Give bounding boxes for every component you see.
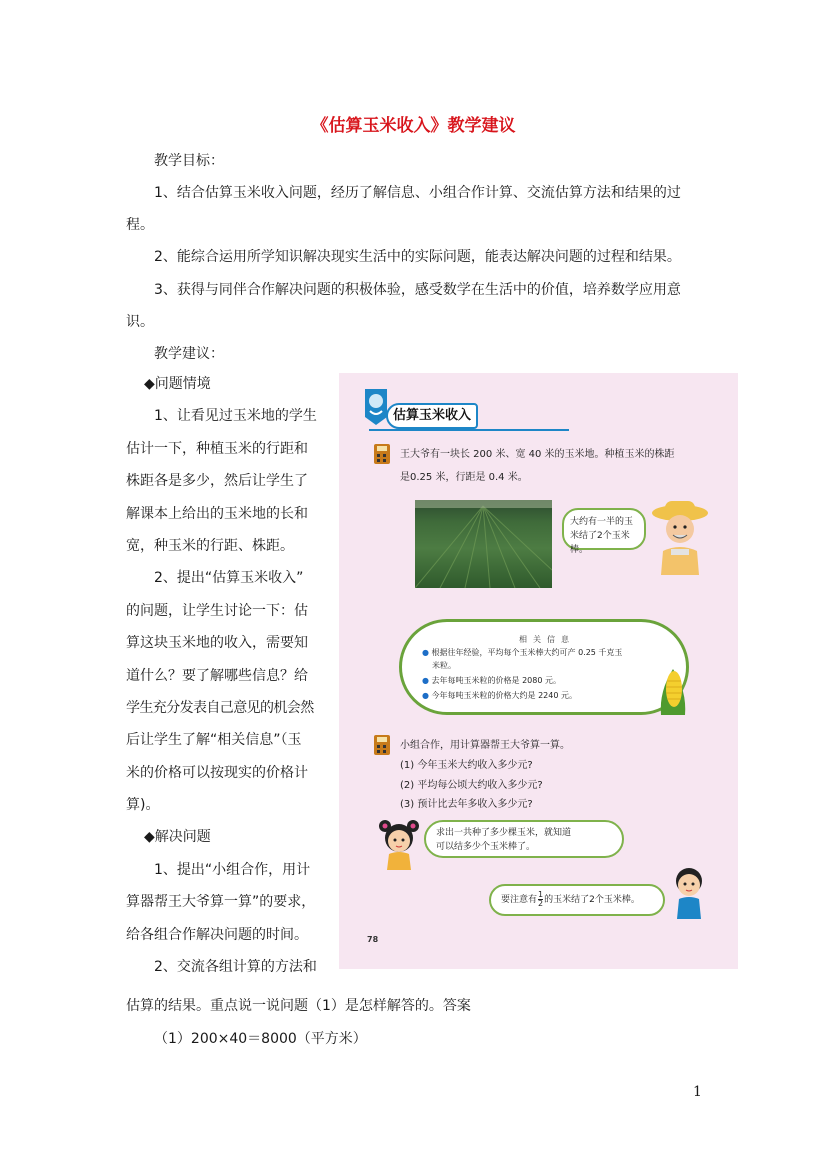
body-line: 株距各是多少，然后让学生了 <box>126 473 308 490</box>
boy-character-icon <box>669 863 709 919</box>
body-line: 的问题，让学生讨论一下：估 <box>126 602 308 619</box>
girl-speech-line: 求出一共种了多少棵玉米，就知道 <box>436 828 572 838</box>
info-item-continuation: 米粒。 <box>432 661 456 670</box>
info-item <box>422 690 577 702</box>
goal-1-line-1: 1、结合估算玉米收入问题，经历了解信息、小组合作计算、交流估算方法和结果的过 <box>154 185 681 201</box>
body-line: 道什么？要了解哪些信息？给 <box>126 667 308 684</box>
goal-1-line-2: 程。 <box>126 217 154 233</box>
corn-cob-icon <box>657 665 691 717</box>
textbook-page-number: 78 <box>367 935 379 944</box>
body-line: 估计一下，种植玉米的行距和 <box>126 440 308 457</box>
body-line: 米的价格可以按现实的价格计 <box>126 764 308 781</box>
info-item-text: 今年每吨玉米粒的价格大约是 2240 元。 <box>431 691 577 700</box>
task-heading: 小组合作，用计算器帮王大爷算一算。 <box>400 740 570 751</box>
body-line: 给各组合作解决问题的时间。 <box>126 926 308 943</box>
bullet-dot-icon: ● <box>422 691 432 700</box>
intro-line-1: 王大爷有一块长 200 米、宽 40 米的玉米地。种植玉米的株距 <box>400 449 675 460</box>
body-line: 2、提出“估算玉米收入” <box>154 570 304 587</box>
lesson-banner: 估算玉米收入 <box>386 403 478 429</box>
info-item-text: 去年每吨玉米粒的价格是 2080 元。 <box>431 676 561 685</box>
farmer-character-icon <box>649 499 711 575</box>
bullet-dot-icon: ● <box>422 648 432 657</box>
girl-character-icon <box>379 818 419 870</box>
goal-2: 2、能综合运用所学知识解决现实生活中的实际问题，能表达解决问题的过程和结果。 <box>154 249 681 265</box>
info-item <box>422 675 561 687</box>
left-column-text <box>126 373 331 988</box>
suggest-heading: 教学建议： <box>154 346 224 362</box>
body-line: 算)。 <box>126 797 160 814</box>
tail-line: 估算的结果。重点说一说问题（1）是怎样解答的。答案 <box>126 998 471 1014</box>
calculator-icon <box>373 443 391 465</box>
cornfield-photo <box>415 500 552 588</box>
girl-speech-bubble <box>424 820 624 858</box>
fraction <box>538 891 543 908</box>
info-item-text: 根据往年经验，平均每个玉米棒大约可产 0.25 千克玉 <box>431 648 623 657</box>
task-item: (1) 今年玉米大约收入多少元? <box>400 760 533 771</box>
info-item <box>422 647 622 659</box>
body-line: 宽，种玉米的行距、株距。 <box>126 537 294 554</box>
related-info-box <box>399 619 689 715</box>
section-heading-situation: ◆问题情境 <box>144 376 211 392</box>
boy-speech-bubble <box>489 884 665 916</box>
textbook-page-image <box>339 373 738 969</box>
body-line: 1、提出“小组合作，用计 <box>154 861 311 878</box>
fraction-numerator: 1 <box>538 890 544 899</box>
girl-speech-line: 可以结多少个玉米棒了。 <box>436 842 536 852</box>
task-item: (2) 平均每公顷大约收入多少元? <box>400 780 543 791</box>
boy-speech-text: 的玉米结了2个玉米棒。 <box>544 895 640 905</box>
boy-speech-text: 要注意有 <box>501 895 538 905</box>
fraction-denominator: 2 <box>538 899 544 908</box>
body-line: 学生充分发表自己意见的机会然 <box>126 699 314 716</box>
page-number: 1 <box>693 1084 702 1100</box>
task-item: (3) 预计比去年多收入多少元? <box>400 799 533 810</box>
body-line: 后让学生了解“相关信息”（玉 <box>126 732 302 749</box>
related-info-title: 相关信息 <box>519 635 575 644</box>
document-title: 《估算玉米收入》教学建议 <box>311 116 516 136</box>
answer-line: （1）200×40＝8000（平方米） <box>154 1031 367 1047</box>
goal-3-line-1: 3、获得与同伴合作解决问题的积极体验，感受数学在生活中的价值，培养数学应用意 <box>154 282 681 298</box>
cornfield-rows <box>415 500 552 588</box>
calculator-icon <box>373 734 391 756</box>
farmer-speech-bubble: 大约有一半的玉米结了2个玉米棒。 <box>562 508 646 550</box>
intro-line-2: 是0.25 米，行距是 0.4 米。 <box>400 472 528 483</box>
goal-3-line-2: 识。 <box>126 314 154 330</box>
banner-underline <box>369 429 569 431</box>
section-heading-solve: ◆解决问题 <box>144 829 211 846</box>
goals-heading: 教学目标： <box>154 153 224 169</box>
body-line: 算器帮王大爷算一算”的要求， <box>126 894 316 911</box>
bullet-dot-icon: ● <box>422 676 432 685</box>
body-line: 算这块玉米地的收入，需要知 <box>126 635 308 652</box>
body-line: 2、交流各组计算的方法和 <box>154 959 317 976</box>
body-line: 1、让看见过玉米地的学生 <box>154 408 317 425</box>
body-line: 解课本上给出的玉米地的长和 <box>126 505 308 522</box>
